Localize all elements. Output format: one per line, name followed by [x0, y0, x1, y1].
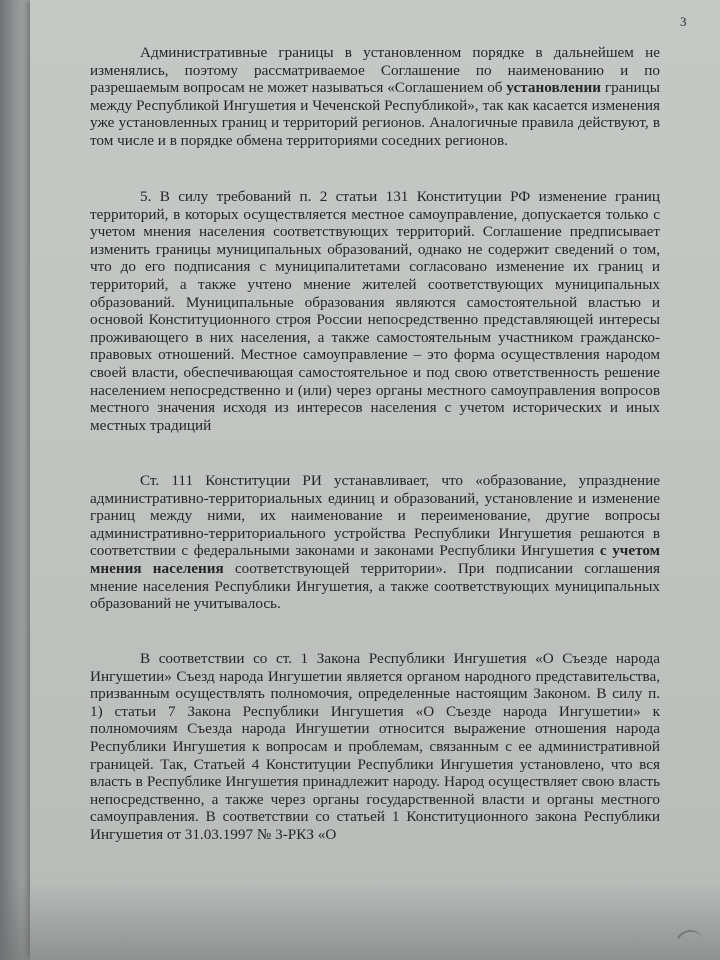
paragraph-article-111: [90, 472, 660, 613]
text-run: соответствующей территории». При подписании соглашения мнение населения Республики Ингушетия, а также соответствующих муниципальных образований не учитывалось.: [90, 559, 661, 613]
page-number: 3: [680, 14, 687, 29]
text-run: Ст. 111 Конституции РИ устанавливает, что «образование, упразднение административно-территориальных единиц и образований, установление и изменение границ между ними, их наименование и переименование, другие вопросы административно-территориального устройства Республики Ингушетия решаются в соответствии с федеральными законами и законами Республики Ингушетия: [90, 472, 660, 560]
photo-shadow: [0, 880, 720, 960]
text-run: границы между Республикой Ингушетия и Чеченской Республикой», так как касается изменения уже установленных границ и территорий регионов. Аналогичные правила действуют, в том числе и в порядке обмена территориями соседних регионов.: [90, 79, 660, 149]
paragraph-congress-law: [90, 650, 660, 844]
text-run: 5. В силу требований п. 2 статьи 131 Конституции РФ изменение границ территорий, в которых осуществляется местное самоуправление, допускается только с учетом мнения населения соответствующих территорий. Соглашение предписывает изменить границы муниципальных образований, однако не содержит сведений о том, что до его подписания с муниципалитетами согласовано изменение их границ и территорий, а также учтено мнение жителей соответствующих муниципальных образований. Муниципальные образования являются самостоятельной властью и основой Конституционного строя России непосредственно представляющей интересы проживающего в них населения, а также самостоятельным участником гражданско-правовых отношений. Местное самоуправление – это форма осуществления народом своей власти, обеспечивающая самостоятельное и под свою ответственность решение населением непосредственно и (или) через органы местного самоуправления вопросов местного значения исходя из интересов населения с учетом исторических и иных местных традиций: [90, 188, 660, 434]
text-run: Административные границы в установленном порядке в дальнейшем не изменялись, поэтому рассматриваемое Соглашение по наименованию и по разрешаемым вопросам не может называться «Соглашением об: [90, 44, 660, 97]
paragraph-admin-borders: [90, 44, 660, 150]
text-run: В соответствии со ст. 1 Закона Республики Ингушетия «О Съезде народа Ингушетии» Съезд народа Ингушетии является органом народного представительства, призванным осуществлять полномочия, определенные настоящим Законом. В силу п. 1) статьи 7 Закона Республики Ингушетия «О Съезде народа Ингушетии» к полномочиям Съезда народа Ингушетии относится выражение отношения народа Республики Ингушетия к вопросам и проблемам, связанным с ее административной границей. Так, Статьей 4 Конституции Республики Ингушетия установлено, что вся власть в Республике Ингушетия принадлежит народу. Народ осуществляет свою власть непосредственно, а также через органы государственной власти и органы местного самоуправления. В соответствии со статьей 1 Конституционного закона Республики Ингушетия от 31.03.1997 № 3-РКЗ «О: [90, 650, 660, 843]
paragraph-article-131: [90, 188, 660, 434]
bold-term: с учетом мнения населения: [90, 542, 661, 577]
bold-term: установлении: [506, 79, 601, 97]
